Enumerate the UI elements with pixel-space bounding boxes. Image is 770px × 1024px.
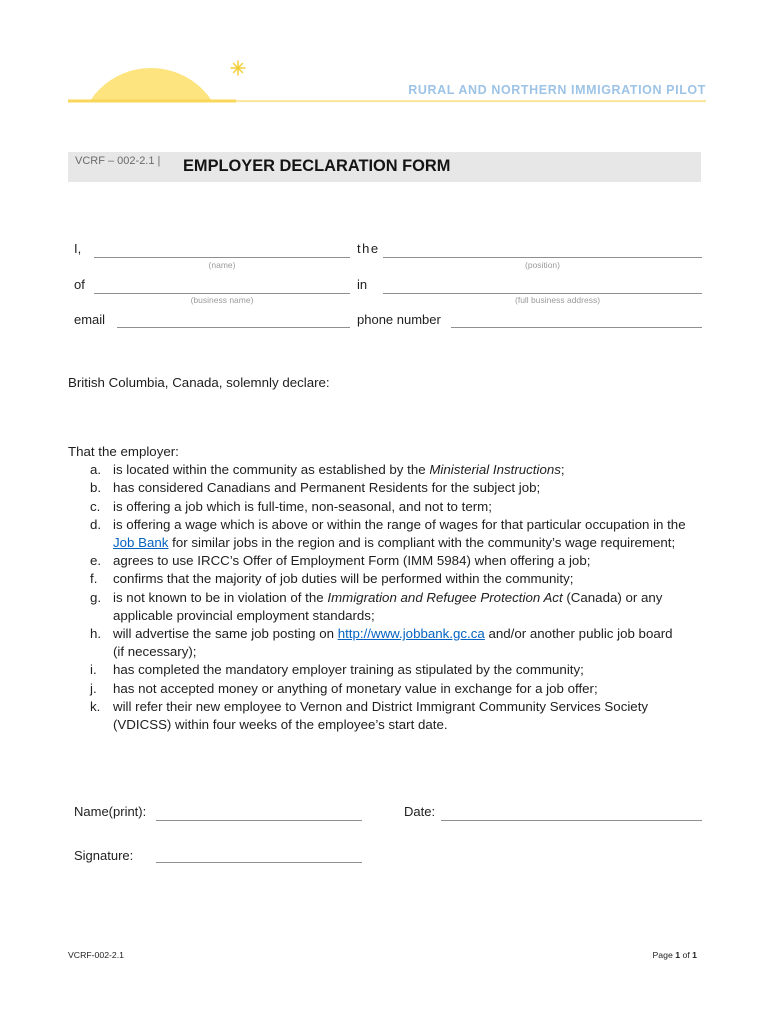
- print-name-field[interactable]: [156, 806, 362, 821]
- item-letter: i.: [90, 662, 97, 678]
- email-field[interactable]: [117, 313, 350, 328]
- declaration-item-i: [68, 661, 708, 679]
- item-letter: k.: [90, 698, 101, 714]
- business-name-field[interactable]: [94, 279, 350, 294]
- declaration-intro: British Columbia, Canada, solemnly declare:: [68, 375, 330, 390]
- item-text: has not accepted money or anything of monetary value in exchange for a job offer;: [113, 680, 598, 696]
- signature-label: Signature:: [74, 848, 134, 863]
- item-letter: d.: [90, 516, 102, 532]
- business-name-caption: (business name): [190, 295, 254, 305]
- header-rule-right: [236, 100, 706, 102]
- employer-name-field[interactable]: [94, 243, 350, 258]
- item-text: has completed the mandatory employer training as stipulated by the community;: [113, 662, 584, 678]
- declaration-item-d: [68, 516, 708, 552]
- item-text: applicable provincial employment standards;: [113, 607, 375, 623]
- position-caption: (position): [525, 260, 560, 270]
- jobbank-url-link[interactable]: http://www.jobbank.gc.ca: [337, 626, 485, 642]
- item-text: has considered Canadians and Permanent Residents for the subject job;: [113, 480, 541, 496]
- declaration-item-e: [68, 552, 708, 570]
- date-label: Date:: [404, 804, 436, 819]
- name-lead-label: I,: [74, 241, 82, 256]
- list-intro: That the employer:: [68, 444, 179, 459]
- item-text: for similar jobs in the region and is compliant with the community’s wage requirement;: [168, 535, 676, 551]
- item-text: (VDICSS) within four weeks of the employee’s start date.: [113, 717, 448, 733]
- item-letter: b.: [90, 480, 102, 496]
- business-address-caption: (full business address): [515, 295, 601, 305]
- page-number: [653, 950, 698, 961]
- item-text: will refer their new employee to Vernon and District Immigrant Community Services Society: [113, 698, 649, 714]
- phone-field[interactable]: [451, 313, 702, 328]
- item-letter: g.: [90, 589, 102, 605]
- item-letter: f.: [90, 571, 98, 587]
- position-lead-label: the: [357, 241, 380, 256]
- form-title: EMPLOYER DECLARATION FORM: [183, 157, 451, 175]
- item-letter: e.: [90, 553, 102, 569]
- declaration-item-g: [68, 589, 708, 625]
- item-text: ;: [560, 462, 565, 478]
- business-address-lead-label: in: [357, 277, 368, 292]
- item-text: is not known to be in violation of the: [113, 589, 328, 605]
- date-field[interactable]: [441, 806, 702, 821]
- header-rule-left: [68, 100, 236, 103]
- program-title: RURAL AND NORTHERN IMMIGRATION PILOT: [408, 83, 706, 97]
- declaration-item-c: [68, 498, 708, 516]
- business-name-lead-label: of: [74, 277, 85, 292]
- title-bar: [68, 152, 701, 182]
- page-of-label: of: [682, 950, 690, 960]
- item-text: confirms that the majority of job duties will be performed within the community;: [113, 571, 574, 587]
- item-letter: h.: [90, 626, 102, 642]
- signature-field[interactable]: [156, 848, 362, 863]
- item-text: agrees to use IRCC’s Offer of Employment Form (IMM 5984) when offering a job;: [113, 553, 591, 569]
- item-letter: a.: [90, 462, 102, 478]
- item-text: is located within the community as established by the: [113, 462, 430, 478]
- page-current: 1: [675, 950, 681, 960]
- page-total: 1: [692, 950, 697, 960]
- declaration-item-f: [68, 570, 708, 588]
- email-label: email: [74, 312, 106, 327]
- declaration-item-b: [68, 479, 708, 497]
- item-text: (Canada) or any: [562, 589, 663, 605]
- ministerial-instructions-title: Ministerial Instructions: [429, 462, 561, 478]
- declaration-list: [68, 461, 708, 734]
- item-text: is offering a job which is full-time, non-seasonal, and not to term;: [113, 498, 492, 514]
- item-text: is offering a wage which is above or within the range of wages for that particular occupation in the: [113, 516, 686, 532]
- form-code: VCRF – 002-2.1 |: [75, 155, 161, 167]
- business-address-field[interactable]: [383, 279, 702, 294]
- name-caption: (name): [208, 260, 236, 270]
- job-bank-link[interactable]: Job Bank: [113, 535, 169, 551]
- declaration-item-h: [68, 625, 708, 661]
- act-title: Immigration and Refugee Protection Act: [327, 589, 563, 605]
- item-letter: c.: [90, 498, 101, 514]
- sun-icon: [78, 68, 224, 110]
- position-field[interactable]: [383, 243, 702, 258]
- footer-form-code: VCRF-002-2.1: [68, 950, 125, 960]
- item-text: will advertise the same job posting on: [113, 626, 338, 642]
- item-text: and/or another public job board: [484, 626, 673, 642]
- item-letter: j.: [90, 680, 97, 696]
- print-name-label: Name(print):: [74, 804, 147, 819]
- declaration-item-a: [68, 461, 708, 479]
- item-text: (if necessary);: [113, 644, 197, 660]
- phone-label: phone number: [357, 312, 441, 327]
- declaration-item-k: [68, 698, 708, 734]
- declaration-item-j: [68, 680, 708, 698]
- page-label: Page: [652, 950, 673, 960]
- sparkle-icon: [231, 61, 245, 75]
- employer-declarations: [68, 443, 708, 734]
